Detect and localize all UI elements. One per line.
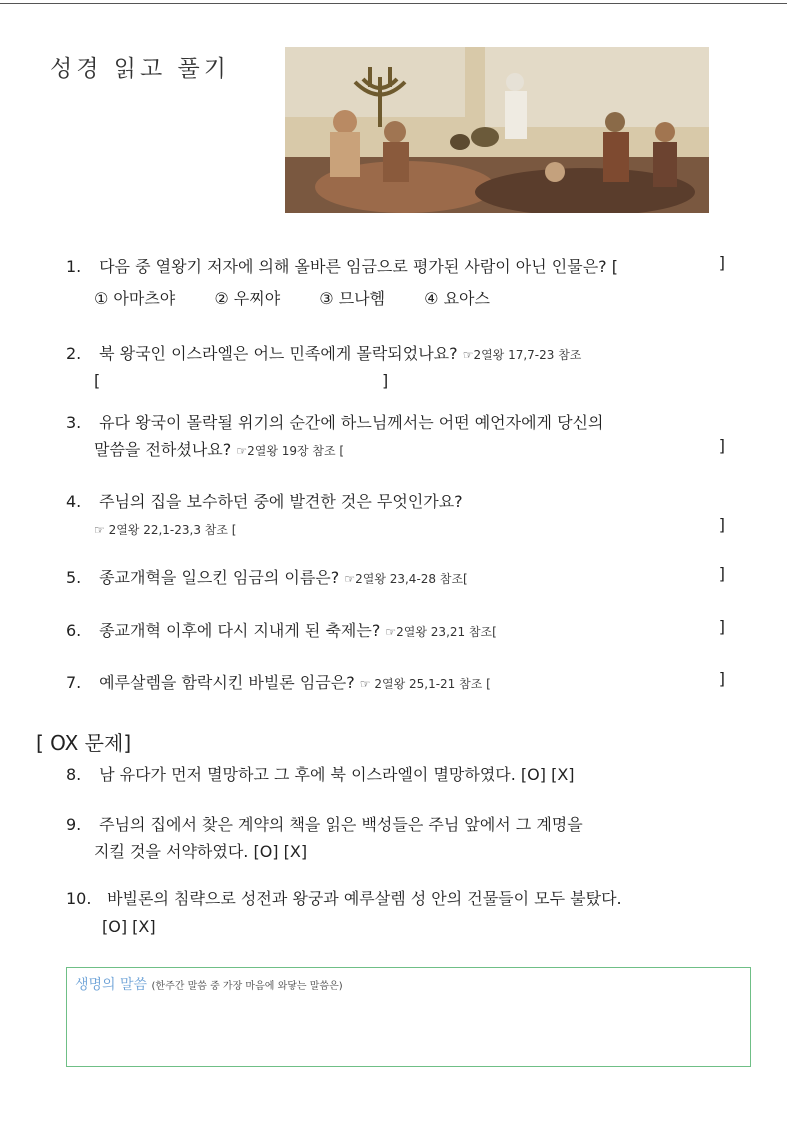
answer-bracket-close: ] — [718, 436, 725, 455]
option-4: ④ 요아스 — [424, 289, 490, 308]
word-of-life-box[interactable] — [66, 967, 751, 1067]
answer-bracket-close: ] — [718, 617, 725, 636]
question-number: 1. — [66, 257, 82, 276]
answer-bracket-close: ] — [718, 669, 725, 688]
question-number: 3. — [66, 413, 82, 432]
ox-question-10-line2 — [102, 913, 156, 940]
answer-bracket-open: [ — [94, 371, 101, 390]
option-2: ② 우찌야 — [214, 289, 281, 308]
scripture-reference: ☞2열왕 17,7-23 참조 — [462, 348, 582, 362]
question-text: 예루살렘을 함락시킨 바빌론 임금은? — [99, 673, 355, 692]
ox-answer-mark: [O] [X] — [253, 842, 308, 861]
question-text: 바빌론의 침략으로 성전과 왕궁과 예루살렘 성 안의 건물들이 모두 불탔다. — [107, 889, 622, 908]
word-of-life-subtitle: (한주간 말씀 중 가장 마음에 와닿는 말씀은) — [151, 981, 343, 992]
biblical-painting-image — [285, 47, 709, 213]
question-text: 남 유다가 먼저 멸망하고 그 후에 북 이스라엘이 멸망하였다. — [99, 765, 516, 784]
question-number: 2. — [66, 344, 82, 363]
option-3: ③ 므나헴 — [319, 289, 386, 308]
answer-bracket-close: ] — [718, 253, 725, 272]
ox-question-10 — [66, 885, 622, 912]
question-1-options — [94, 286, 524, 309]
question-number: 5. — [66, 568, 82, 587]
scripture-reference: ☞ 2열왕 22,1-23,3 참조 [ — [94, 523, 237, 537]
ox-answer-mark: [O] [X] — [102, 917, 156, 936]
question-5 — [66, 564, 468, 593]
ox-question-8 — [66, 761, 575, 788]
question-1 — [66, 253, 618, 280]
question-text: 종교개혁 이후에 다시 지내게 된 축제는? — [99, 621, 381, 640]
scripture-reference: ☞2열왕 23,21 참조[ — [385, 625, 497, 639]
question-text: 주님의 집을 보수하던 중에 발견한 것은 무엇인가요? — [99, 492, 463, 511]
page-title: 성경 읽고 풀기 — [50, 56, 230, 82]
question-text: 주님의 집에서 찾은 계약의 책을 읽은 백성들은 주님 앞에서 그 계명을 — [99, 815, 583, 834]
question-number: 10. — [66, 889, 92, 908]
question-3 — [66, 409, 603, 436]
question-4 — [66, 488, 463, 515]
question-3-line2 — [94, 436, 344, 465]
answer-bracket-close: ] — [718, 515, 725, 534]
question-number: 7. — [66, 673, 82, 692]
top-rule — [0, 3, 787, 4]
question-6 — [66, 617, 497, 646]
answer-bracket-close: ] — [718, 564, 725, 583]
word-of-life-title: 생명의 말씀 — [75, 977, 148, 993]
question-number: 4. — [66, 492, 82, 511]
question-7 — [66, 669, 491, 698]
question-text-cont: 지킬 것을 서약하였다. — [94, 842, 249, 861]
ox-question-9-line2 — [94, 838, 307, 865]
answer-bracket-close: ] — [382, 371, 389, 390]
scripture-reference: ☞2열왕 19장 참조 [ — [236, 444, 345, 458]
question-number: 8. — [66, 765, 82, 784]
question-text: 유다 왕국이 몰락될 위기의 순간에 하느님께서는 어떤 예언자에게 당신의 — [99, 413, 604, 432]
question-text: 종교개혁을 일으킨 임금의 이름은? — [99, 568, 340, 587]
question-4-line2 — [94, 515, 236, 544]
question-text: 북 왕국인 이스라엘은 어느 민족에게 몰락되었나요? — [99, 344, 458, 363]
ox-section-heading: [ OX 문제] — [36, 731, 132, 755]
ox-question-9 — [66, 811, 583, 838]
painting-illustration — [285, 47, 709, 213]
question-2 — [66, 340, 581, 369]
scripture-reference: ☞ 2열왕 25,1-21 참조 [ — [359, 677, 491, 691]
question-text-cont: 말씀을 전하셨나요? — [94, 440, 232, 459]
option-1: ① 아마츠야 — [94, 289, 176, 308]
word-of-life-heading — [75, 974, 343, 994]
question-number: 9. — [66, 815, 82, 834]
ox-answer-mark: [O] [X] — [520, 765, 575, 784]
question-number: 6. — [66, 621, 82, 640]
question-text: 다음 중 열왕기 저자에 의해 올바른 임금으로 평가된 사람이 아닌 인물은? [ — [99, 257, 618, 276]
scripture-reference: ☞2열왕 23,4-28 참조[ — [344, 572, 468, 586]
